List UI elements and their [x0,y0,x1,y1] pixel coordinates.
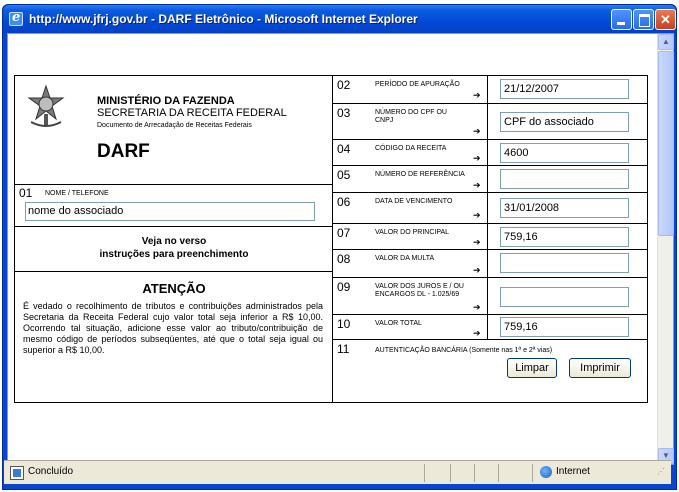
divider [487,193,488,223]
form-header [15,76,333,184]
minimize-icon [612,10,631,29]
arrow-right-icon: ➔ [473,90,481,100]
coat-of-arms-icon [25,84,67,130]
field-number: 07 [337,226,351,240]
ie-logo-icon [9,12,23,26]
field-number: 04 [337,142,351,156]
close-icon: ✕ [660,12,671,27]
secretaria-title: SECRETARIA DA RECEITA FEDERAL [97,107,287,119]
arrow-right-icon: ➔ [473,237,481,247]
referencia-label: NÚMERO DE REFERÊNCIA [375,171,465,178]
row-codigo [333,140,647,166]
divider [487,224,488,249]
field-number: 03 [337,106,351,120]
field-number: 06 [337,195,351,209]
divider [487,104,488,139]
row-referencia [333,166,647,193]
divider [487,140,488,165]
vertical-scrollbar[interactable] [657,34,673,464]
verso-instructions [15,235,333,261]
status-divider [474,464,475,482]
maximize-icon [634,10,653,29]
row-principal [333,224,647,250]
multa-label: VALOR DA MULTA [375,255,435,262]
valor-multa-input[interactable] [500,253,629,273]
divider [487,278,488,314]
field-number: 11 [337,342,350,356]
status-bar [4,460,671,484]
numero-referencia-input[interactable] [500,169,629,189]
codigo-receita-input[interactable]: 4600 [500,143,629,163]
form-left-column [15,76,333,402]
nome-telefone-input[interactable]: nome do associado [25,202,315,221]
field-number: 10 [337,317,351,331]
documento-subtitle: Documento de Arrecadação de Receitas Federais [97,122,252,129]
row-vencimento [333,193,647,224]
row-total [333,315,647,340]
page-done-icon [10,466,24,480]
row-juros [333,278,647,315]
verso-line-2: instruções para preenchimento [99,249,249,260]
total-label: VALOR TOTAL [375,320,422,327]
arrow-right-icon: ➔ [473,210,481,220]
atencao-section [15,271,333,402]
field-number: 08 [337,252,351,266]
field-number: 05 [337,168,351,182]
field-number: 01 [19,186,33,200]
periodo-input[interactable]: 21/12/2007 [500,79,629,99]
principal-label: VALOR DO PRINCIPAL [375,229,450,236]
atencao-text: É vedado o recolhimento de tributos e contribuições administrados pela Secretaria da Receita Federal cujo valor total seja inferior a R$ 10,00. Ocorrendo tal situação, adicione esse valor ao tributo/contribuição de mesmo código de períodos subseqüentes, até que o total seja igual ou superior a R$ 10,00. [23,301,323,355]
maximize-button[interactable] [633,9,654,30]
arrow-right-icon: ➔ [473,126,481,136]
divider [487,76,488,103]
limpar-button[interactable]: Limpar [507,358,557,378]
verso-section [15,226,333,271]
close-button[interactable] [655,9,676,30]
data-vencimento-input[interactable]: 31/01/2008 [500,198,629,218]
minimize-button[interactable] [611,9,632,30]
juros-label: VALOR DOS JUROS E / OU ENCARGOS DL - 1.025/69 [375,283,464,298]
nome-label: NOME / TELEFONE [45,190,109,197]
divider [487,315,488,339]
row-periodo [333,76,647,104]
status-divider [498,464,499,482]
codigo-label: CÓDIGO DA RECEITA [375,145,447,152]
cpf-label: NÚMERO DO CPF OU CNPJ [375,109,447,124]
status-divider [450,464,451,482]
row-cpf [333,104,647,140]
atencao-title: ATENÇÃO [142,281,206,296]
darf-title: DARF [97,141,150,162]
scroll-thumb[interactable] [658,51,674,236]
title-bar[interactable] [3,5,676,33]
arrow-up-icon: ▲ [662,37,670,46]
nome-section [15,184,333,226]
divider [487,166,488,192]
resize-grip-icon[interactable]: ⋰ [657,467,665,476]
arrow-right-icon: ➔ [473,153,481,163]
valor-total-input[interactable]: 759,16 [500,317,629,337]
status-text: Concluído [28,466,74,477]
autenticacao-label: AUTENTICAÇÃO BANCÁRIA (Somente nas 1ª e 2ª vias) [375,347,553,354]
ministry-title: MINISTÉRIO DA FAZENDA [97,95,235,107]
imprimir-button[interactable]: Imprimir [569,358,631,378]
cpf-cnpj-input[interactable]: CPF do associado [500,112,629,132]
valor-juros-input[interactable] [500,287,629,307]
arrow-down-icon: ▼ [662,451,670,460]
form-right-column [333,76,647,402]
row-multa [333,250,647,278]
arrow-right-icon: ➔ [473,265,481,275]
window-title: http://www.jfrj.gov.br - DARF Eletrônico - Microsoft Internet Explorer [29,12,418,26]
status-divider [532,464,533,482]
field-number: 02 [337,78,351,92]
vencimento-label: DATA DE VENCIMENTO [375,198,453,205]
darf-form [14,75,648,403]
arrow-right-icon: ➔ [473,328,481,338]
valor-principal-input[interactable]: 759,16 [500,227,629,247]
status-divider [424,464,425,482]
arrow-right-icon: ➔ [473,302,481,312]
field-number: 09 [337,280,351,294]
zone-text: Internet [556,466,590,477]
internet-zone-icon [540,466,552,478]
divider [487,250,488,277]
row-autenticacao [333,340,647,402]
periodo-label: PERÍODO DE APURAÇÃO [375,81,460,88]
verso-line-1: Veja no verso [141,236,207,247]
scroll-up-button[interactable] [658,34,674,50]
arrow-right-icon: ➔ [473,180,481,190]
